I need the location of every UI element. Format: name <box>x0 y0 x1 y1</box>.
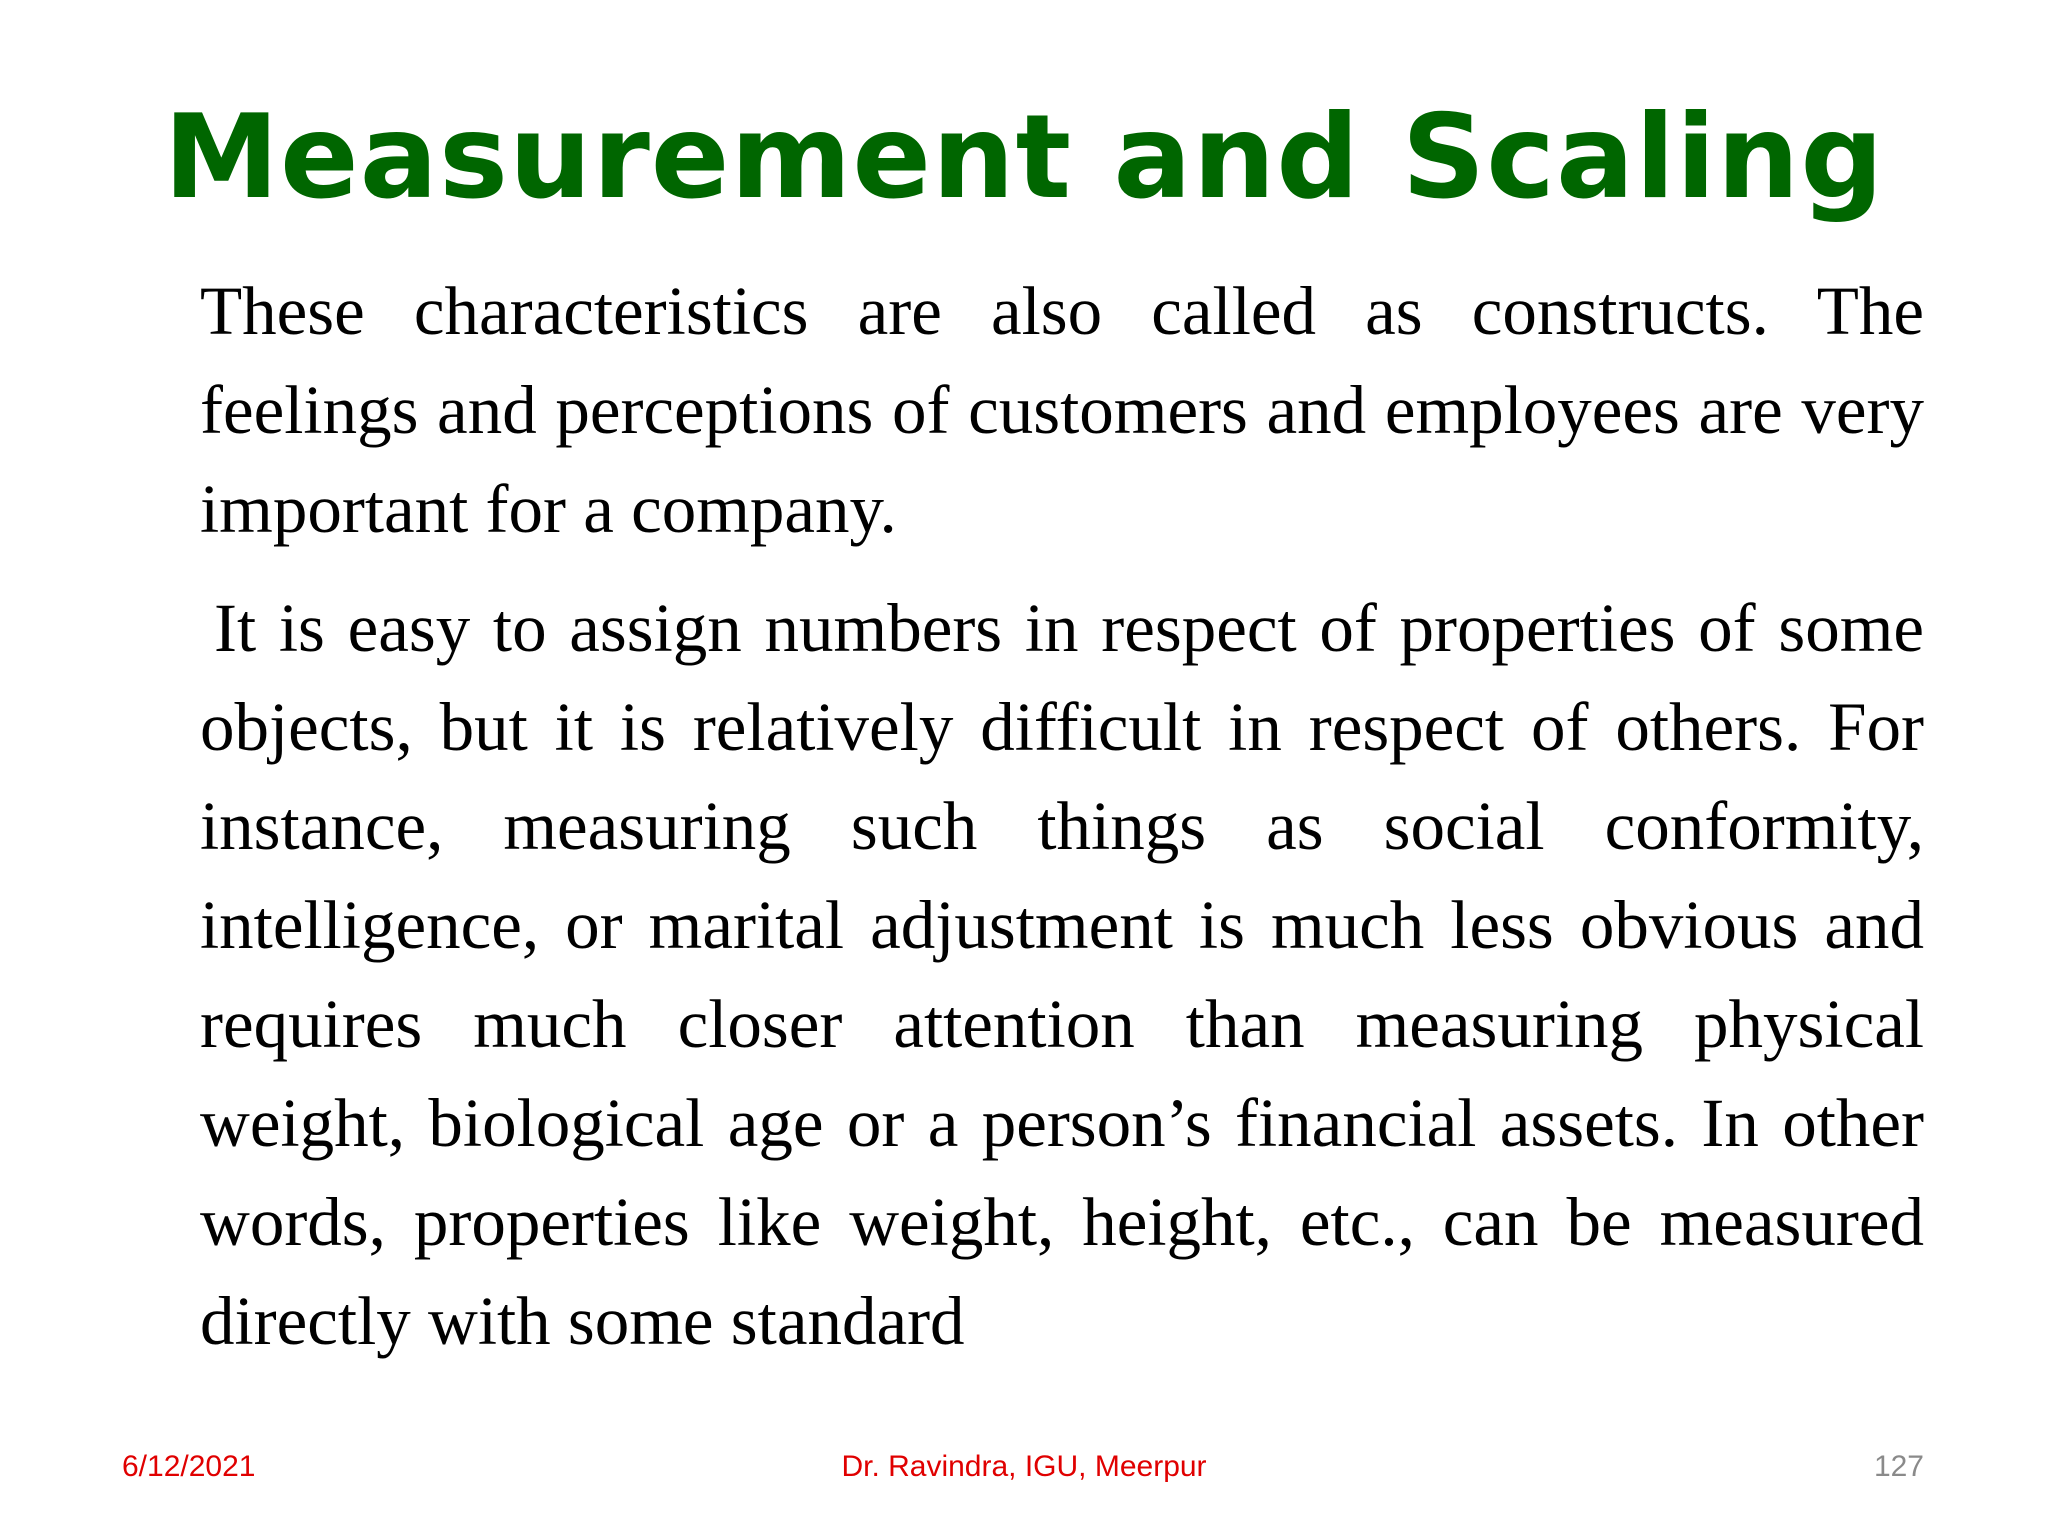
body-paragraph-1: These characteristics are also called as constructs. The feelings and perceptions of customers and employees are very important for a company. <box>200 273 1924 547</box>
body-paragraph-2: It is easy to assign numbers in respect of properties of some objects, but it is relatively difficult in respect of others. For instance, measuring such things as social conformity, intelligence, or marital adjustment is much less obvious and requires much closer attention than measuring physical weight, biological age or a person’s financial assets. In other words, properties like weight, height, etc., can be measured directly with some standard <box>200 590 1924 1359</box>
slide-body <box>200 262 1924 1371</box>
page-number: 127 <box>1873 1450 1924 1483</box>
footer-date: 6/12/2021 <box>122 1450 256 1483</box>
slide-title: Measurement and Scaling <box>163 90 1885 225</box>
footer-author: Dr. Ravindra, IGU, Meerpur <box>841 1450 1207 1483</box>
